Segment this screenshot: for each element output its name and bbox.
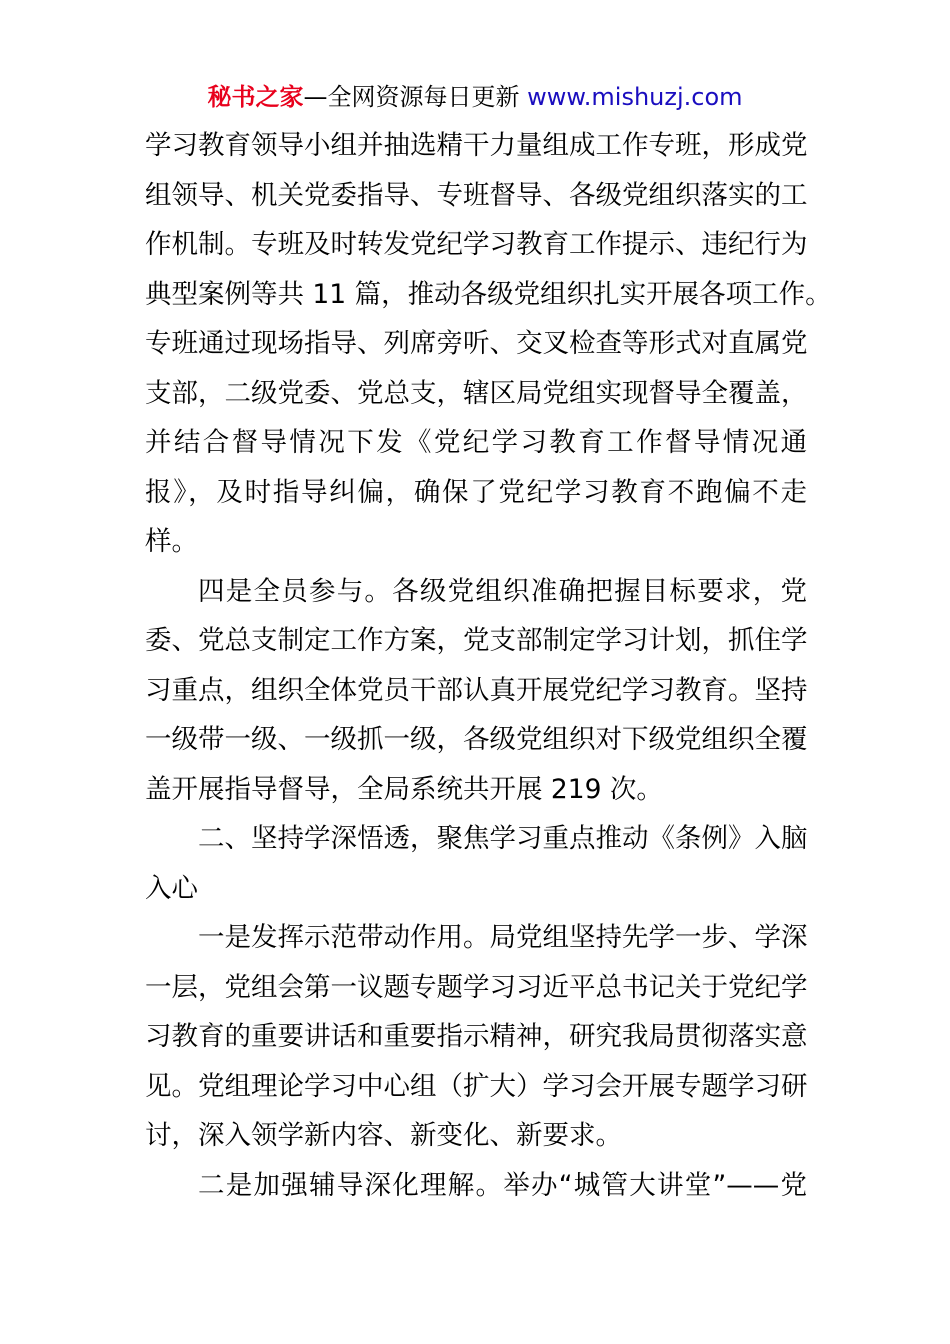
text-line: 样。 [145, 526, 198, 557]
text-line: 典型案例等共 11 篇，推动各级党组织扎实开展各项工作。 [145, 278, 832, 310]
document-body [145, 121, 832, 1210]
text-line: 学习教育领导小组并抽选精干力量组成工作专班，形成党 [145, 130, 808, 161]
text-line: 讨，深入领学新内容、新变化、新要求。 [145, 1120, 622, 1151]
text-line: 专班通过现场指导、列席旁听、交叉检查等形式对直属党 [145, 328, 808, 359]
text-line: 报》，及时指导纠偏，确保了党纪学习教育不跑偏不走 [145, 476, 807, 508]
text-line: 入心 [145, 872, 198, 904]
text-line: 一是发挥示范带动作用。局党组坚持先学一步、学深 [198, 922, 808, 953]
text-line: 组领导、机关党委指导、专班督导、各级党组织落实的工 [145, 179, 808, 211]
site-brand: 秘书之家 [207, 83, 304, 111]
site-tagline: —全网资源每日更新 [303, 83, 528, 111]
text-line: 并结合督导情况下发《党纪学习教育工作督导情况通 [145, 427, 807, 458]
site-url[interactable]: www.mishuzj.com [527, 83, 743, 111]
text-line: 习重点，组织全体党员干部认真开展党纪学习教育。坚持 [145, 674, 808, 706]
text-line: 委、党总支制定工作方案，党支部制定学习计划，抓住学 [145, 625, 808, 656]
text-line: 二是加强辅导深化理解。举办“城管大讲堂”——党 [198, 1169, 807, 1201]
text-line: 盖开展指导督导，全局系统共开展 219 次。 [145, 773, 663, 805]
text-line: 一层，党组会第一议题专题学习习近平总书记关于党纪学 [145, 971, 808, 1003]
text-line: 作机制。专班及时转发党纪学习教育工作提示、违纪行为 [145, 229, 808, 260]
text-line: 习教育的重要讲话和重要指示精神，研究我局贯彻落实意 [145, 1021, 808, 1052]
text-line: 支部，二级党委、党总支，辖区局党组实现督导全覆盖， [145, 377, 808, 409]
text-line: 见。党组理论学习中心组（扩大）学习会开展专题学习研 [145, 1070, 808, 1102]
text-line: 二、坚持学深悟透，聚焦学习重点推动《条例》入脑 [198, 823, 808, 854]
page-header [0, 80, 950, 114]
text-line: 四是全员参与。各级党组织准确把握目标要求，党 [198, 575, 807, 607]
text-line: 一级带一级、一级抓一级，各级党组织对下级党组织全覆 [145, 724, 808, 755]
